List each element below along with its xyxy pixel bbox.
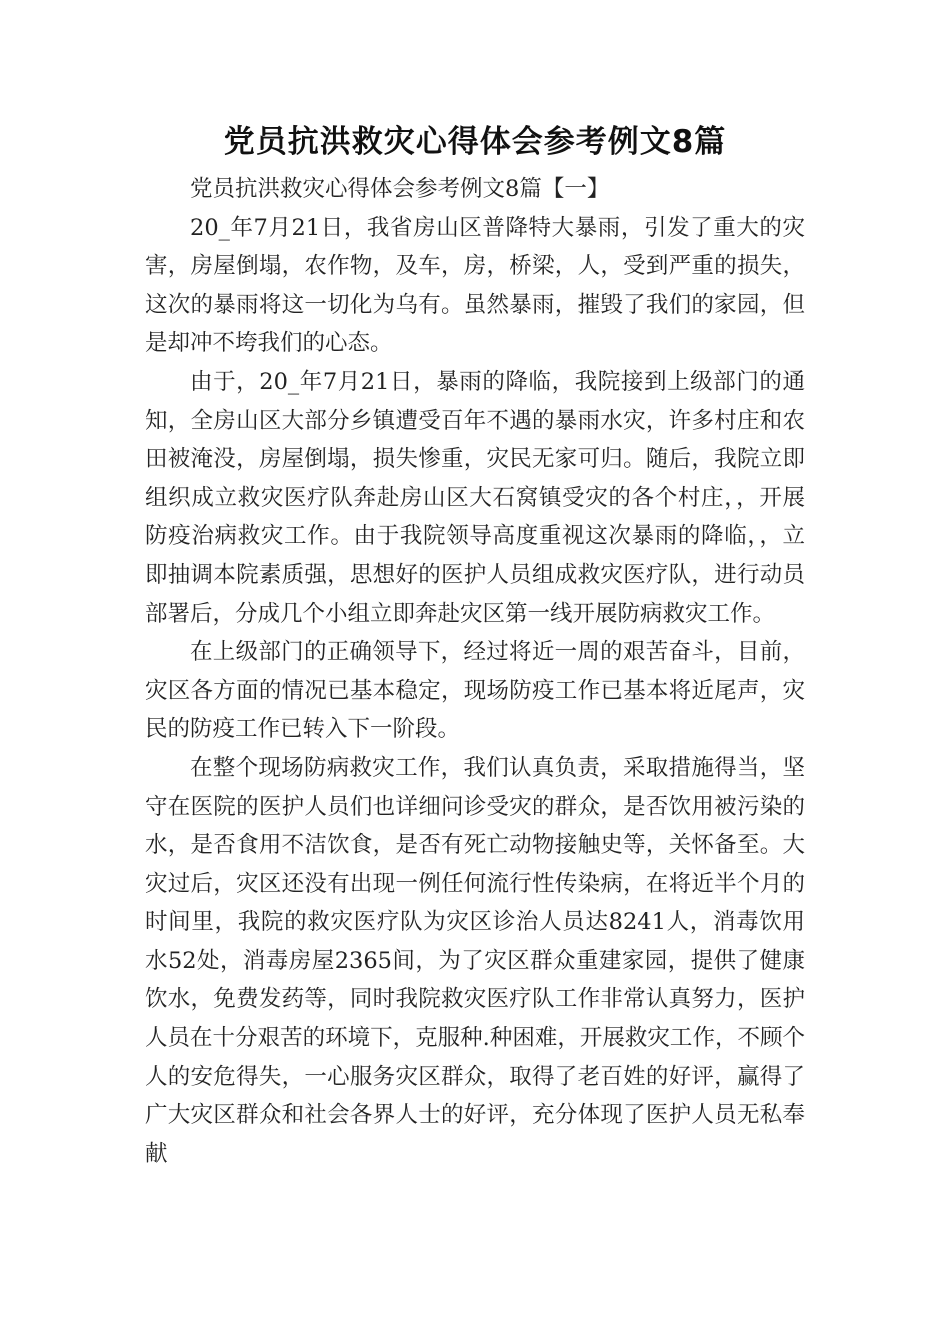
document-body	[145, 170, 805, 1173]
paragraph-3: 在上级部门的正确领导下，经过将近一周的艰苦奋斗，目前，灾区各方面的情况已基本稳定，现场防疫工作已基本将近尾声，灾民的防疫工作已转入下一阶段。	[145, 639, 805, 743]
paragraph-1: 20_年7月21日，我省房山区普降特大暴雨，引发了重大的灾害，房屋倒塌，农作物，及车，房，桥梁，人，受到严重的损失，这次的暴雨将这一切化为乌有。虽然暴雨，摧毁了我们的家园，但是却冲不垮我们的心态。	[145, 214, 805, 357]
paragraph-4: 在整个现场防病救灾工作，我们认真负责，采取措施得当，坚守在医院的医护人员们也详细问诊受灾的群众，是否饮用被污染的水，是否食用不洁饮食，是否有死亡动物接触史等，关怀备至。大灾过后，灾区还没有出现一例任何流行性传染病，在将近半个月的时间里，我院的救灾医疗队为灾区诊治人员达8241人，消毒饮用水52处，消毒房屋2365间，为了灾区群众重建家园，提供了健康饮水，免费发药等，同时我院救灾医疗队工作非常认真努力，医护人员在十分艰苦的环境下，克服种.种困难，开展救灾工作，不顾个人的安危得失，一心服务灾区群众，取得了老百姓的好评，赢得了广大灾区群众和社会各界人士的好评，充分体现了医护人员无私奉献	[145, 754, 805, 1167]
document-title: 党员抗洪救灾心得体会参考例文8篇	[223, 124, 727, 160]
section-subtitle: 党员抗洪救灾心得体会参考例文8篇【一】	[190, 176, 610, 202]
paragraph-2: 由于，20_年7月21日，暴雨的降临，我院接到上级部门的通知，全房山区大部分乡镇遭受百年不遇的暴雨水灾，许多村庄和农田被淹没，房屋倒塌，损失惨重，灾民无家可归。随后，我院立即组织成立救灾医疗队奔赴房山区大石窝镇受灾的各个村庄，，开展防疫治病救灾工作。由于我院领导高度重视这次暴雨的降临，，立即抽调本院素质强，思想好的医护人员组成救灾医疗队，进行动员部署后，分成几个小组立即奔赴灾区第一线开展防病救灾工作。	[145, 368, 805, 627]
